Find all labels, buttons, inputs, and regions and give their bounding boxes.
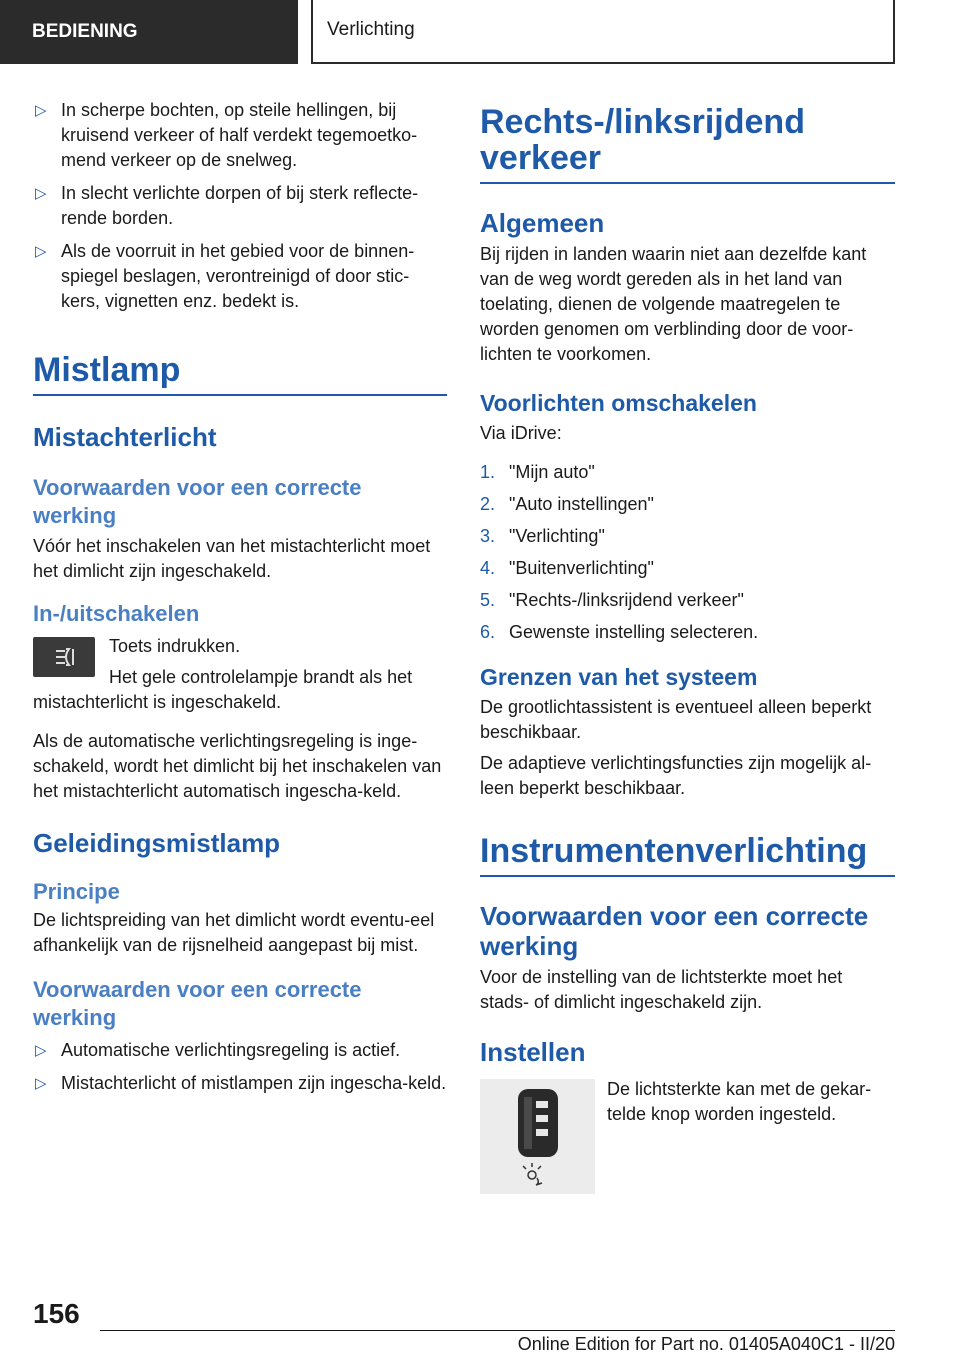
mistlamp-heading: Mistlamp <box>33 352 447 396</box>
page-header <box>0 0 960 66</box>
page-number: 156 <box>33 1298 80 1329</box>
inuit-text-2: Het gele controlelampje brandt als het mistachterlicht is ingeschakeld. <box>33 667 413 712</box>
list-item: ▷ Mistachterlicht of mistlampen zijn ingescha-keld. <box>33 1071 447 1096</box>
via-idrive-text: Via iDrive: <box>480 423 562 443</box>
list-item: 1. "Mijn auto" <box>480 462 595 482</box>
bullet-list-bottom <box>33 1038 447 1096</box>
list-item: 2. "Auto instellingen" <box>480 494 654 514</box>
dimmer-knob-icon <box>480 1079 595 1194</box>
algemeen-heading: Algemeen <box>480 208 605 238</box>
instellen-heading: Instellen <box>480 1037 586 1067</box>
list-item: 4. "Buitenverlichting" <box>480 558 654 578</box>
list-item: 5. "Rechts-/linksrijdend verkeer" <box>480 590 744 610</box>
grenzen-heading: Grenzen van het systeem <box>480 664 758 690</box>
triangle-bullet-icon: ▷ <box>35 1075 47 1092</box>
rechts-linksrijdend-heading: Rechts-/linksrijdend verkeer <box>480 104 895 184</box>
triangle-bullet-icon: ▷ <box>35 185 47 202</box>
geleidingsmistlamp-heading: Geleidingsmistlamp <box>33 828 281 858</box>
list-item: ▷ In scherpe bochten, op steile hellingen, bij kruisend verkeer of half verdekt tegemoetko-mend verkeer op de snelweg. <box>35 100 418 170</box>
chapter-label: Verlichting <box>311 0 895 64</box>
voorwaarden-2-heading: Voorwaarden voor een correcte werking <box>33 977 362 1030</box>
rear-fog-light-button-icon <box>33 637 95 677</box>
triangle-bullet-icon: ▷ <box>35 102 47 119</box>
inuit-text-1: Toets indrukken. <box>109 636 241 656</box>
triangle-bullet-icon: ▷ <box>35 243 47 260</box>
inuit-text-3: Als de automatische verlichtingsregeling is inge-schakeld, wordt het dimlicht bij het inschakelen van het mistachterlicht automatisch ingescha-keld. <box>33 731 442 801</box>
inuit-heading: In-/uitschakelen <box>33 601 200 626</box>
section-label: BEDIENING <box>0 0 298 64</box>
grenzen-text-2: De adaptieve verlichtingsfuncties zijn mogelijk al-leen beperkt beschikbaar. <box>480 753 872 798</box>
voorwaarden-3-heading: Voorwaarden voor een correcte werking <box>480 901 869 961</box>
grenzen-text-1: De grootlichtassistent is eventueel alleen beperkt beschikbaar. <box>480 697 872 742</box>
list-item: 6. Gewenste instelling selecteren. <box>480 622 759 642</box>
voorlichten-heading: Voorlichten omschakelen <box>480 390 757 416</box>
list-item: ▷ Als de voorruit in het gebied voor de binnen-spiegel beslagen, verontreinigd of door stic-kers, vignetten enz. bedekt is. <box>35 241 415 311</box>
list-item: ▷ Automatische verlichtingsregeling is actief. <box>33 1038 447 1063</box>
steps-list <box>480 460 895 645</box>
left-column <box>33 98 447 1104</box>
instellen-block <box>480 1075 895 1198</box>
voorwaarden-heading: Voorwaarden voor een correcte werking <box>33 475 362 528</box>
right-column <box>480 98 895 1198</box>
principe-text: De lichtspreiding van het dimlicht wordt eventu-eel afhankelijk van de rijsnelheid aangepast bij mist. <box>33 910 435 955</box>
mistachterlicht-heading: Mistachterlicht <box>33 422 217 452</box>
list-item: ▷ In slecht verlichte dorpen of bij sterk reflecte-rende borden. <box>35 183 419 228</box>
voorwaarden-text: Vóór het inschakelen van het mistachterlicht moet het dimlicht zijn ingeschakeld. <box>33 536 431 581</box>
bullet-list-top <box>33 98 447 314</box>
principe-heading: Principe <box>33 879 120 904</box>
edition-text: Online Edition for Part no. 01405A040C1 - II/20 <box>517 1334 895 1354</box>
triangle-bullet-icon: ▷ <box>35 1042 47 1059</box>
inuit-block <box>33 634 447 715</box>
algemeen-text: Bij rijden in landen waarin niet aan dezelfde kant van de weg wordt gereden als in het land van toelating, dienen de volgende maatregelen te worden genomen om verblinding door de voor-lichten te voorkomen. <box>480 244 867 364</box>
list-item: 3. "Verlichting" <box>480 526 605 546</box>
instrumentenverlichting-heading: Instrumentenverlichting <box>480 833 895 877</box>
instellen-text: De lichtsterkte kan met de gekar-telde knop worden ingesteld. <box>607 1079 872 1124</box>
voorwaarden-3-text: Voor de instelling van de lichtsterkte moet het stads- of dimlicht ingeschakeld zijn. <box>480 967 843 1012</box>
